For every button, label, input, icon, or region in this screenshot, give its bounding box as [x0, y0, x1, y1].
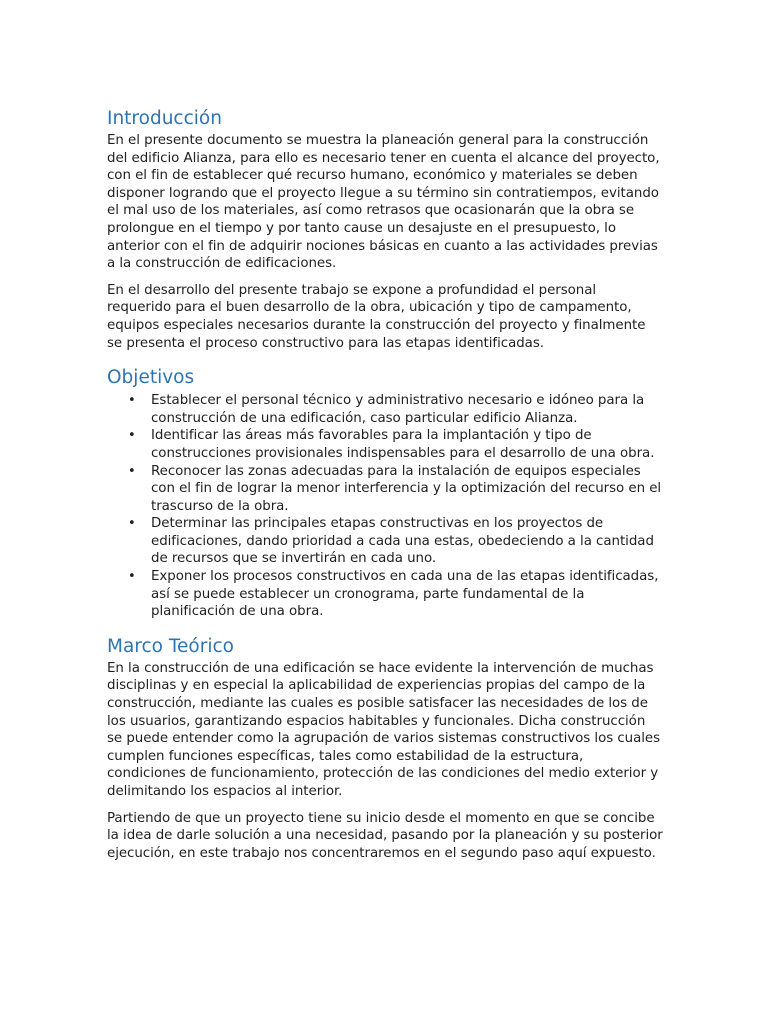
heading-introduccion: Introducción [107, 108, 222, 129]
list-item [128, 568, 663, 621]
heading-objetivos: Objetivos [107, 367, 195, 389]
list-item-text: Exponer los procesos constructivos en cada una de las etapas identificadas, así se puede establecer un cronograma, parte fundamental de la planificación de una obra. [151, 569, 659, 620]
bullet-icon: • [128, 569, 136, 585]
intro-paragraph-2: En el desarrollo del presente trabajo se expone a profundidad el personal requerido para el buen desarrollo de la obra, ubicación y tipo de campamento, equipos especiales necesarios durante la construcción del proyecto y finalmente se presenta el proceso constructivo para las etapas identificadas. [107, 282, 646, 351]
bullet-icon: • [128, 463, 136, 479]
list-item-text: Determinar las principales etapas constructivas en los proyectos de edificaciones, dando prioridad a cada una estas, obedeciendo a la cantidad de recursos que se invertirán en cada uno. [151, 516, 654, 567]
bullet-icon: • [128, 393, 136, 409]
intro-paragraph-1: En el presente documento se muestra la planeación general para la construcción del edificio Alianza, para ello es necesario tener en cuenta el alcance del proyecto, con el fin de establecer qué recurso humano, económico y materiales se deben disponer logrando que el proyecto llegue a su término sin contratiempos, evitando el mal uso de los materiales, así como retrasos que ocasionarán que la obra se prolongue en el tiempo y por tanto cause un desajuste en el presupuesto, lo anterior con el fin de adquirir nociones básicas en cuanto a las actividades previas a la construcción de edificaciones. [107, 133, 660, 272]
list-item [128, 463, 663, 516]
bullet-icon: • [128, 428, 136, 444]
marco-paragraph-1: En la construcción de una edificación se hace evidente la intervención de muchas disciplinas y en especial la aplicabilidad de experiencias propias del campo de la construcción, mediante las cuales es posible satisfacer las necesidades de los de los usuarios, garantizando espacios habitables y funcionales. Dicha construcción se puede entender como la agrupación de varios sistemas constructivos los cuales cumplen funciones específicas, tales como estabilidad de la estructura, condiciones de funcionamiento, protección de las condiciones del medio exterior y delimitando los espacios al interior. [107, 660, 661, 799]
list-item-text: Reconocer las zonas adecuadas para la instalación de equipos especiales con el fin de lograr la menor interferencia y la optimización del recurso en el trascurso de la obra. [151, 463, 662, 514]
bullet-icon: • [128, 516, 136, 532]
list-item-text: Establecer el personal técnico y administrativo necesario e idóneo para la construcción de una edificación, caso particular edificio Alianza. [151, 393, 645, 426]
list-item [128, 515, 663, 568]
document-page [107, 108, 663, 862]
list-item [128, 427, 663, 462]
heading-marco-teorico: Marco Teórico [107, 635, 234, 657]
list-item [128, 392, 663, 427]
marco-paragraph-2: Partiendo de que un proyecto tiene su inicio desde el momento en que se concibe la idea de darle solución a una necesidad, pasando por la planeación y su posterior ejecución, en este trabajo nos concentraremos en el segundo paso aquí expuesto. [107, 810, 663, 861]
list-item-text: Identificar las áreas más favorables para la implantación y tipo de construcciones provisionales indispensables para el desarrollo de una obra. [151, 428, 655, 461]
objetivos-list [107, 392, 663, 621]
